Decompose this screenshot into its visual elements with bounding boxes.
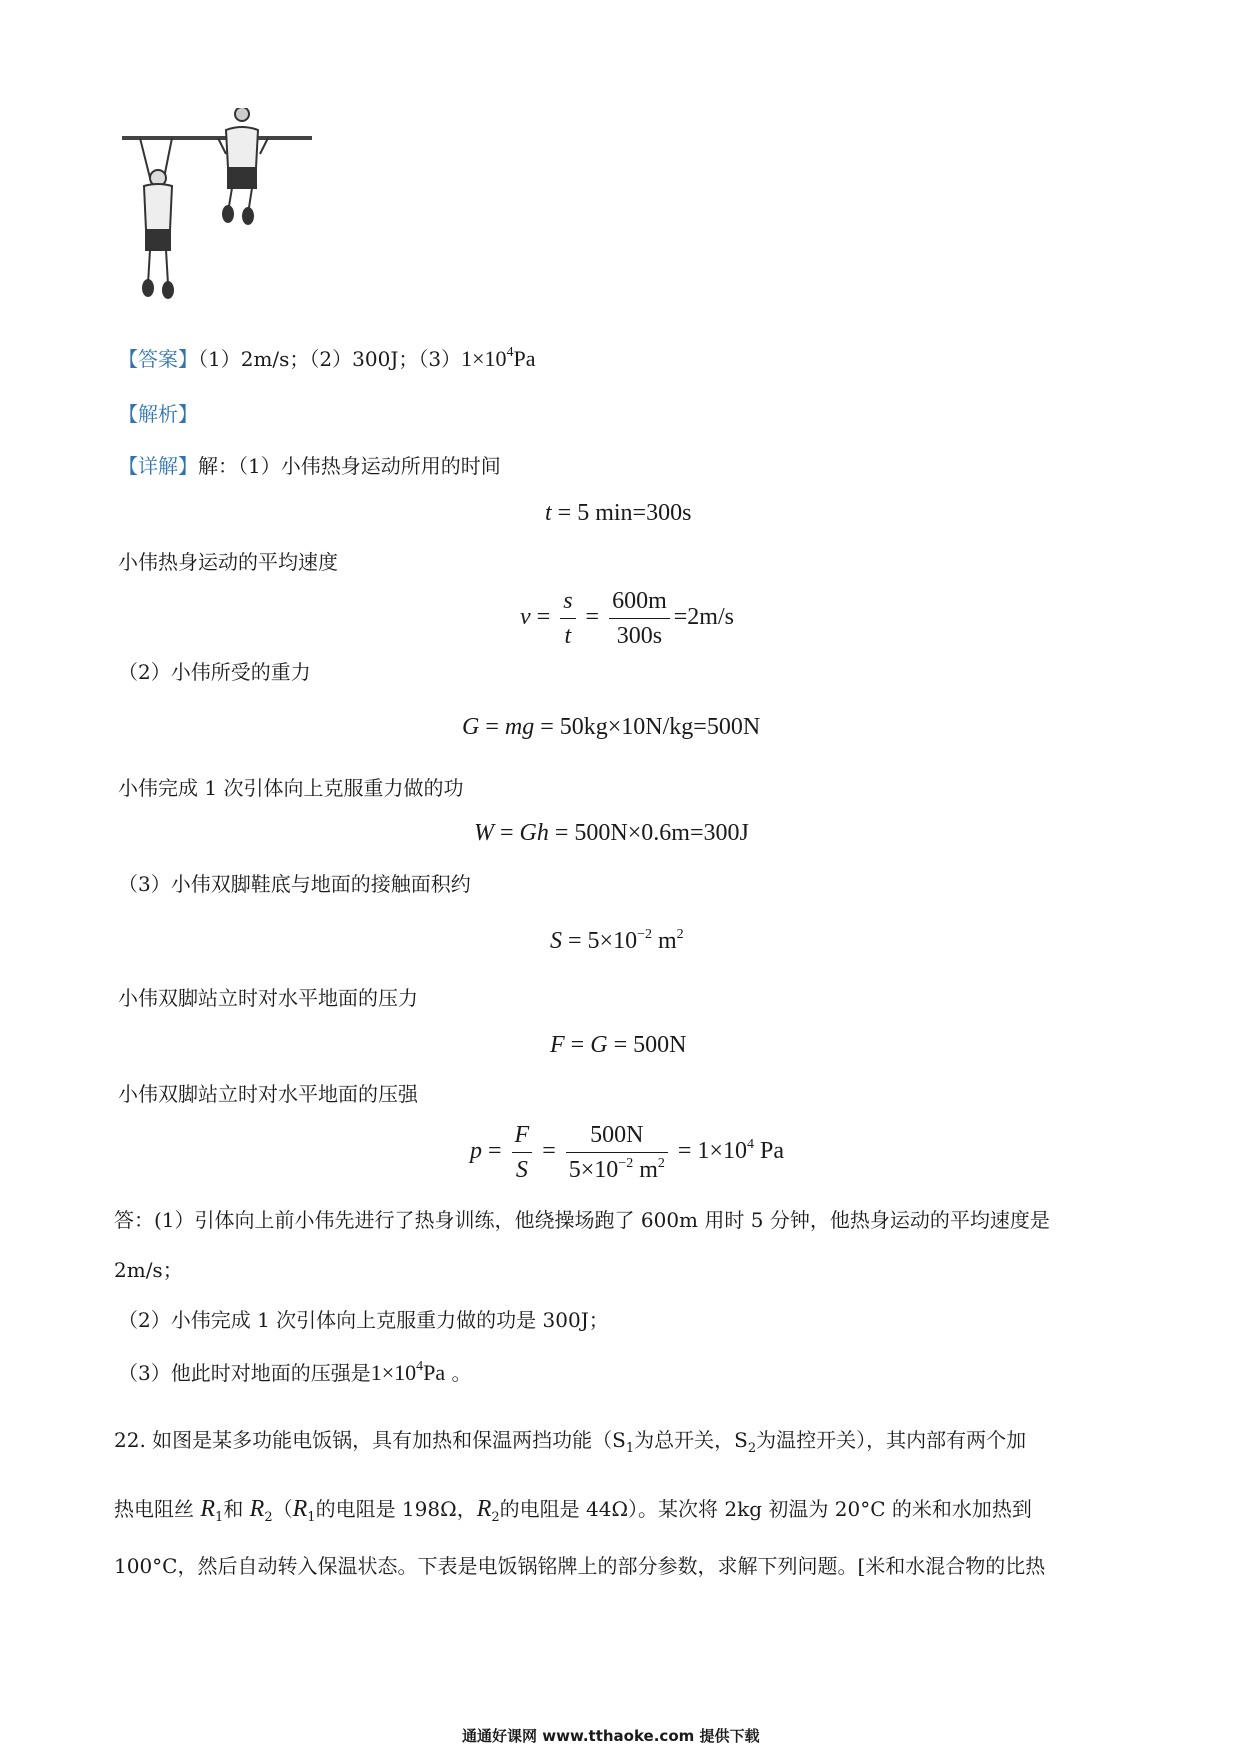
fraction-values: $\frac{600m}{300s}$ — [609, 586, 670, 651]
detail-line — [118, 452, 501, 480]
equation-pressure: p = $\frac{F}{S}$ = $\frac{500N}{5\times 10^{-2} m^2}$ = $1\times 10^4$ Pa — [470, 1122, 784, 1183]
conclusion-3: （3）他此时对地面的压强是$1\times 10^4Pa$ 。 — [118, 1359, 472, 1385]
text-avg-speed: 小伟热身运动的平均速度 — [118, 550, 338, 574]
conclusion-1-line2: 2m/s； — [114, 1258, 183, 1282]
analysis-label: 【解析】 — [118, 402, 198, 426]
text-work: 小伟完成 1 次引体向上克服重力做的功 — [118, 776, 464, 800]
text-gravity: （2）小伟所受的重力 — [118, 660, 311, 684]
question-22-line1: 22. 如图是某多功能电饭锅，具有加热和保温两挡功能（$S_1$为总开关，$S_2$为温控开关），其内部有两个加 — [114, 1428, 1027, 1456]
text-pressure: 小伟双脚站立时对水平地面的压强 — [118, 1082, 418, 1106]
fraction-f-over-s: $\frac{F}{S}$ — [512, 1120, 533, 1185]
equation-force: F = G = 500N — [550, 1032, 687, 1058]
detail-intro: 解：（1）小伟热身运动所用的时间 — [198, 454, 501, 478]
answer-line — [118, 344, 535, 374]
text-force: 小伟双脚站立时对水平地面的压力 — [118, 986, 418, 1010]
pull-up-illustration — [118, 108, 318, 308]
answer-text: （1）2m/s；（2）300J；（3） — [198, 347, 462, 371]
equation-speed: v = $\frac{s}{t}$ = $\frac{600m}{300s}$ =2m/s — [520, 588, 734, 649]
question-22-line2: 热电阻丝 $R_1$和 $R_2(R_1$的电阻是 198Ω，$R_2$的电阻是 44Ω）。某次将 2kg 初温为 20°C 的米和水加热到 — [114, 1496, 1032, 1525]
equation-time: t = 5 min=300s — [545, 500, 692, 526]
conclusion-1-line1: 答：(1）引体向上前小伟先进行了热身训练，他绕操场跑了 600m 用时 5 分钟，他热身运动的平均速度是 — [114, 1208, 1050, 1232]
equation-work: W = Gh = 500N×0.6m=300J — [474, 820, 749, 846]
fraction-s-over-t: $\frac{s}{t}$ — [560, 586, 575, 651]
conclusion-2: （2）小伟完成 1 次引体向上克服重力做的功是 300J； — [118, 1308, 609, 1332]
question-22-line3: 100°C，然后自动转入保温状态。下表是电饭锅铭牌上的部分参数，求解下列问题。[米和水混合物的比热 — [114, 1554, 1046, 1578]
equation-gravity: G = mg = 50kg×10N/kg=500N — [462, 714, 761, 740]
answer-pressure: $1\times 10^4Pa$ — [461, 345, 536, 371]
detail-label: 【详解】 — [118, 454, 198, 478]
equation-area: $S = 5\times 10^{-2}$ $m^2$ — [550, 927, 684, 954]
fraction-pressure-values: $\frac{500N}{5\times 10^{-2} m^2}$ — [566, 1120, 668, 1185]
page-footer[interactable]: 通通好课网 www.tthaoke.com 提供下载 — [462, 1727, 760, 1745]
answer-label: 【答案】 — [118, 347, 198, 371]
text-area: （3）小伟双脚鞋底与地面的接触面积约 — [118, 872, 471, 896]
